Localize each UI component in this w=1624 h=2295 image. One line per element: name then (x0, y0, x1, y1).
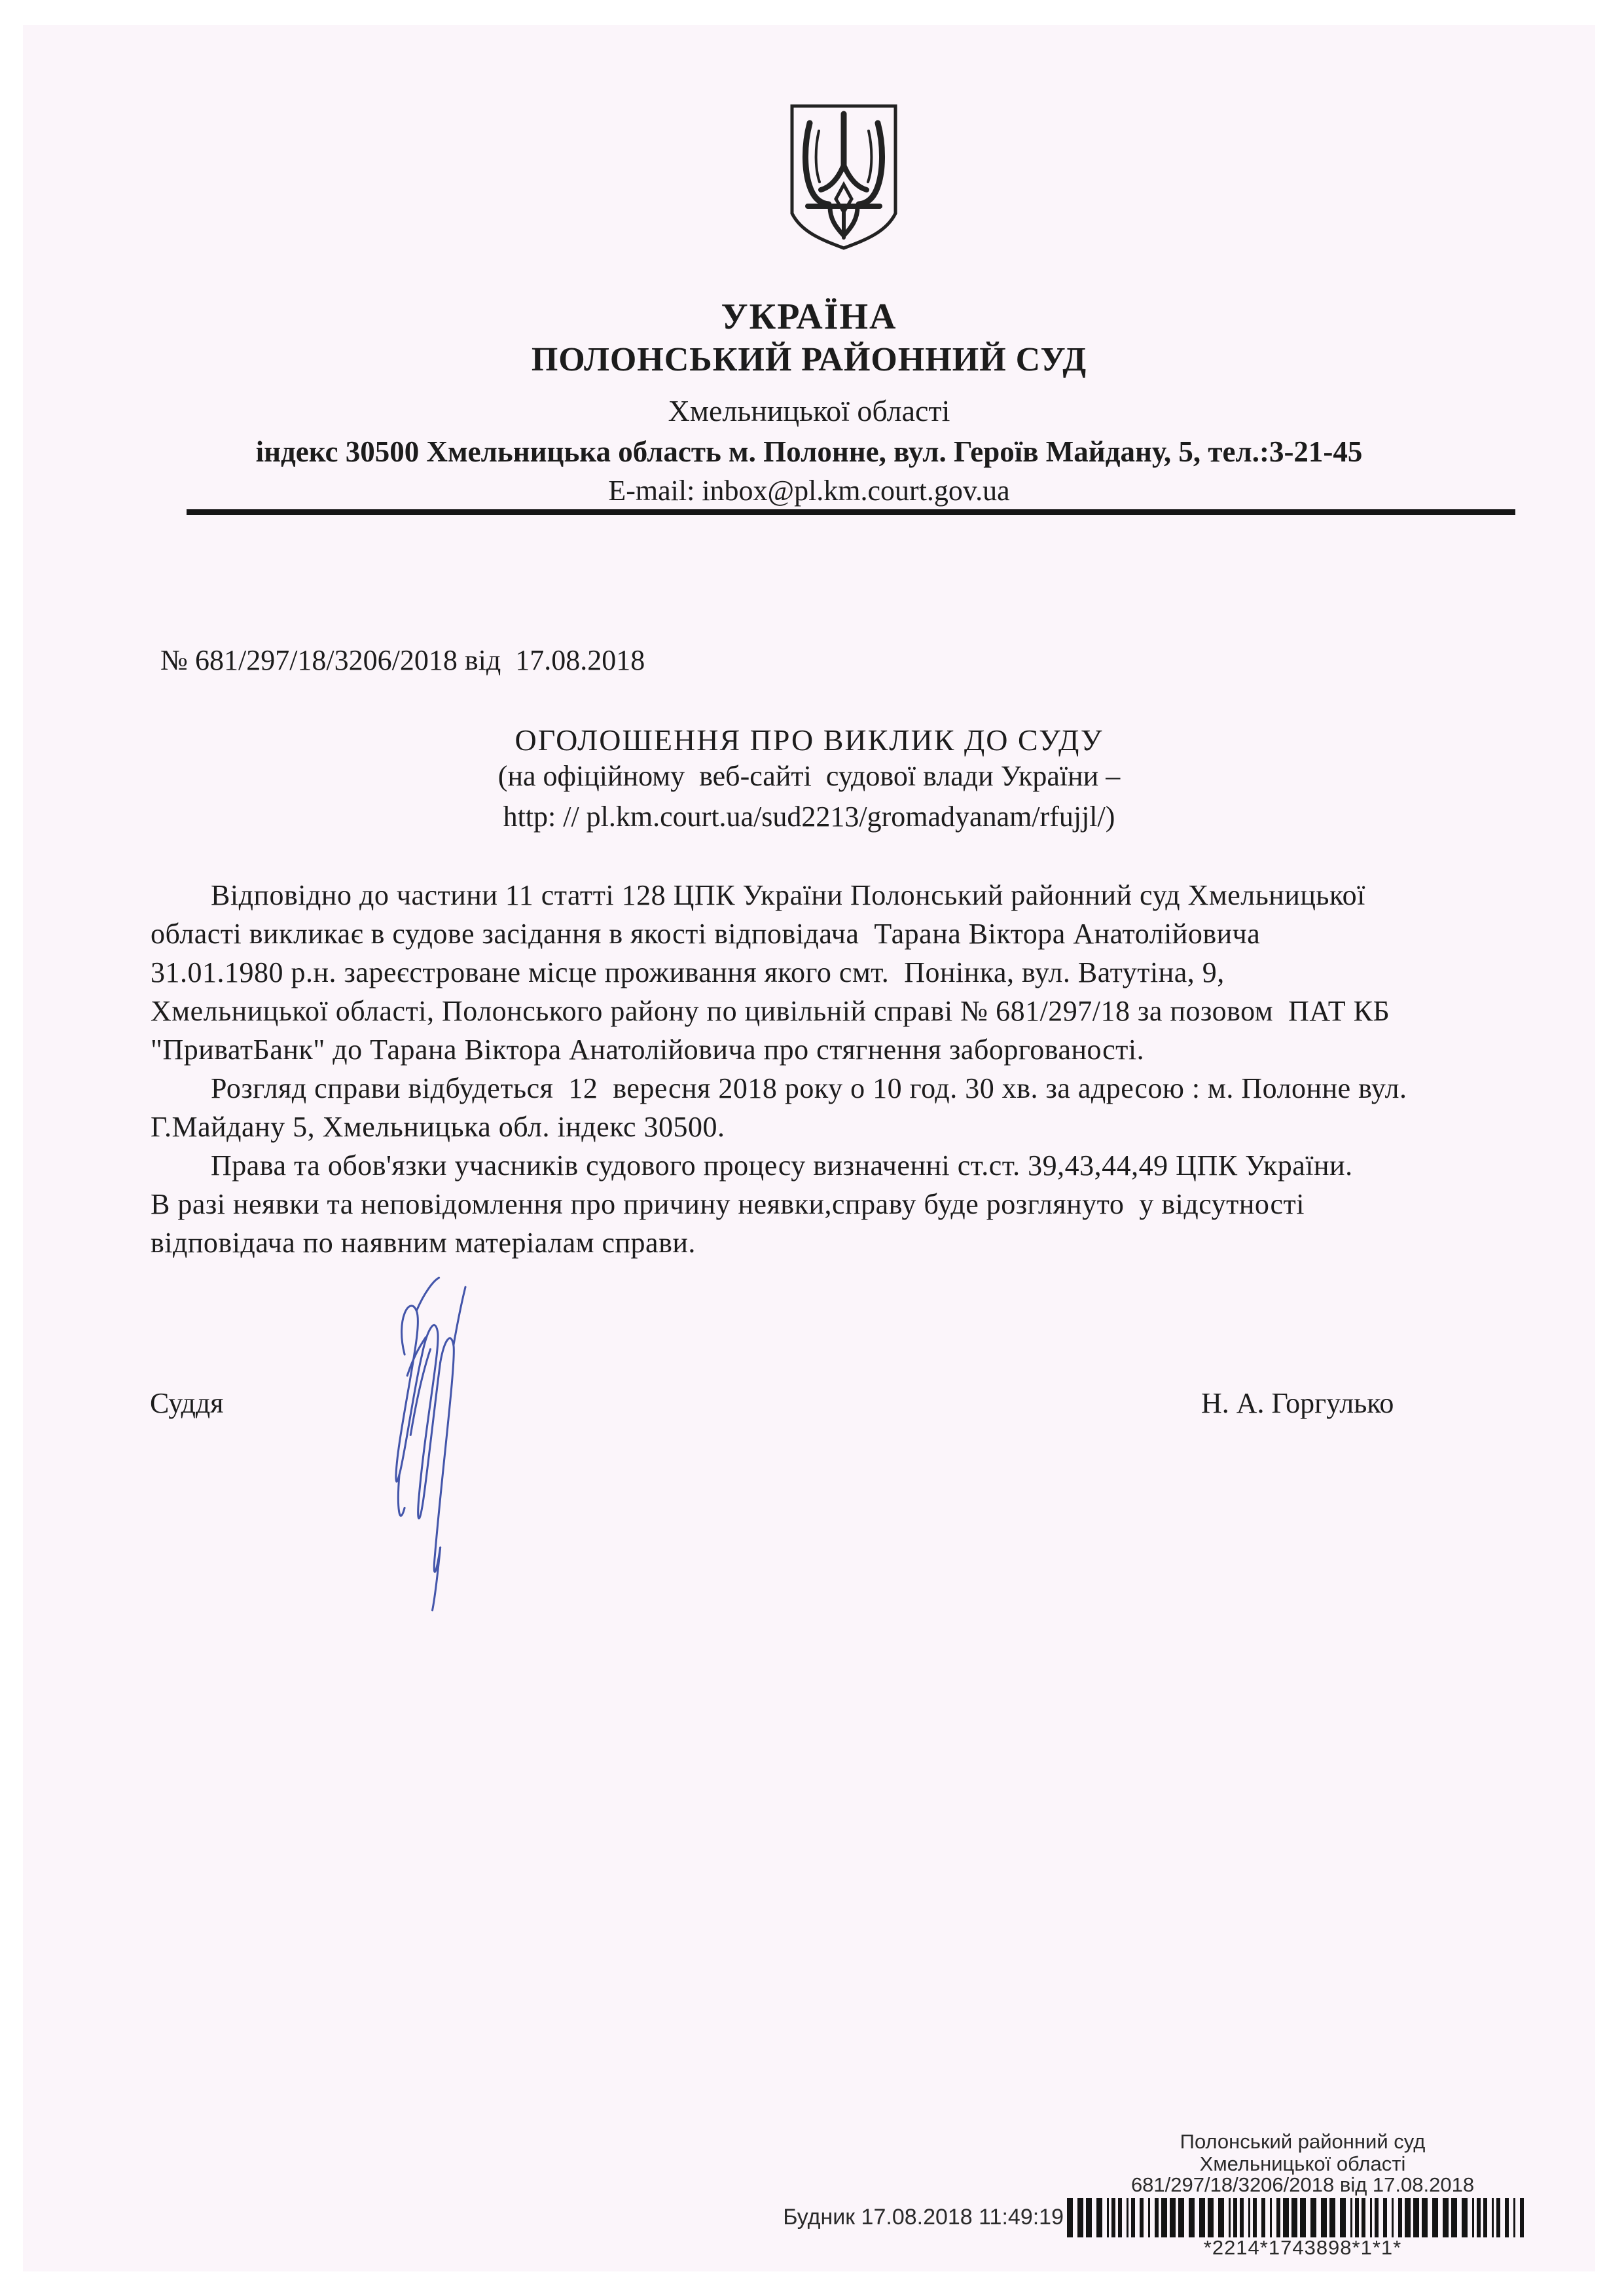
document-title: ОГОЛОШЕННЯ ПРО ВИКЛИК ДО СУДУ (514, 723, 1104, 757)
letterhead-address: індекс 30500 Хмельницька область м. Полонне, вул. Героїв Майдану, 5, тел.:3-21-45 (255, 435, 1363, 468)
letterhead-divider (187, 509, 1515, 515)
footer-operator-timestamp: Будник 17.08.2018 11:49:19 (783, 2205, 1064, 2230)
barcode-icon (1067, 2198, 1538, 2237)
barcode-value: *2214*1743898*1*1* (1203, 2236, 1402, 2259)
document-subtitle-url: http: // pl.km.court.ua/sud2213/gromadyanam/rfujjl/) (503, 801, 1115, 833)
body-text (151, 876, 1535, 1262)
letterhead-region: Хмельницької області (668, 394, 950, 427)
judge-signature (360, 1276, 501, 1614)
footer-case-line: 681/297/18/3206/2018 від 17.08.2018 (1130, 2173, 1475, 2196)
body-line: 31.01.1980 р.н. зареєстроване місце проживання якого смт. Понінка, вул. Ватутіна, 9, (151, 956, 1225, 988)
body-line: Відповідно до частини 11 статті 128 ЦПК України Полонський районний суд Хмельницької (211, 879, 1365, 911)
judge-name: Н. А. Горгулько (1201, 1387, 1394, 1419)
body-line: Розгляд справи відбудеться 12 вересня 2018 року о 10 год. 30 хв. за адресою : м. Полонне вул. (211, 1072, 1407, 1104)
judge-label: Суддя (150, 1387, 224, 1419)
letterhead-court-name: ПОЛОНСЬКИЙ РАЙОННИЙ СУД (531, 341, 1087, 378)
letterhead-country: УКРАЇНА (721, 297, 897, 337)
body-line: відповідача по наявним матеріалам справи. (151, 1227, 696, 1259)
body-line: "ПриватБанк" до Тарана Віктора Анатолійовича про стягнення заборгованості. (151, 1034, 1145, 1066)
document-page (23, 25, 1595, 2271)
tryzub-emblem-icon (789, 103, 898, 251)
body-line: В разі неявки та неповідомлення про причину неявки,справу буде розглянуто у відсутності (151, 1188, 1305, 1220)
letterhead-email: E-mail: inbox@pl.km.court.gov.ua (608, 475, 1010, 507)
case-number-line: № 681/297/18/3206/2018 від 17.08.2018 (160, 644, 645, 676)
body-line: Хмельницької області, Полонського району по цивільній справі № 681/297/18 за позовом ПАТ КБ (151, 995, 1390, 1027)
body-line: Г.Майдану 5, Хмельницька обл. індекс 30500. (151, 1111, 725, 1143)
footer-court-name: Полонський районний суд (1180, 2130, 1426, 2153)
footer-region: Хмельницької області (1199, 2152, 1406, 2175)
body-line: Права та обов'язки учасників судового процесу визначенні ст.ст. 39,43,44,49 ЦПК України. (211, 1149, 1353, 1182)
body-line: області викликає в судове засідання в якості відповідача Тарана Віктора Анатолійовича (151, 918, 1261, 950)
document-subtitle-line1: (на офіційному веб-сайті судової влади України – (497, 760, 1121, 792)
